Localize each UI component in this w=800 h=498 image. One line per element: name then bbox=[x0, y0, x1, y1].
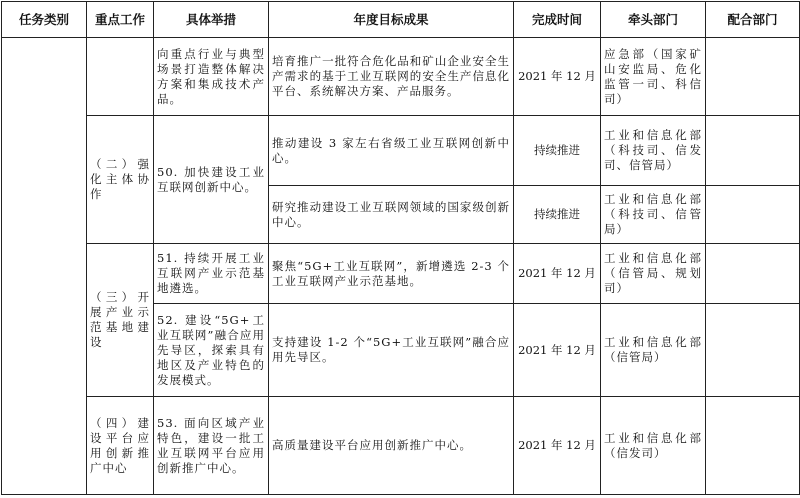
header-task-category: 任务类别 bbox=[2, 2, 87, 38]
key-work-cell bbox=[87, 38, 154, 116]
support-dept-cell bbox=[706, 304, 800, 397]
header-support-dept: 配合部门 bbox=[706, 2, 800, 38]
support-dept-cell bbox=[706, 116, 800, 186]
goal-cell: 推动建设 3 家左右省级工业互联网创新中心。 bbox=[269, 116, 514, 186]
lead-dept-cell: 工业和信息化部（信管局、规划司） bbox=[601, 244, 706, 304]
time-cell: 2021 年 12 月 bbox=[514, 244, 601, 304]
time-cell: 持续推进 bbox=[514, 186, 601, 244]
header-lead-dept: 牵头部门 bbox=[601, 2, 706, 38]
table-row bbox=[2, 116, 800, 186]
header-annual-goals: 年度目标成果 bbox=[269, 2, 514, 38]
task-table bbox=[1, 1, 800, 495]
measure-cell: 51. 持续开展工业互联网产业示范基地遴选。 bbox=[154, 244, 269, 304]
time-cell: 2021 年 12 月 bbox=[514, 38, 601, 116]
measure-cell: 50. 加快建设工业互联网创新中心。 bbox=[154, 116, 269, 244]
header-completion-time: 完成时间 bbox=[514, 2, 601, 38]
time-cell: 2021 年 12 月 bbox=[514, 304, 601, 397]
goal-cell: 高质量建设平台应用创新推广中心。 bbox=[269, 397, 514, 495]
support-dept-cell bbox=[706, 397, 800, 495]
key-work-cell: （二）强化主体协作 bbox=[87, 116, 154, 244]
lead-dept-cell: 工业和信息化部（科技司、信管局） bbox=[601, 186, 706, 244]
support-dept-cell bbox=[706, 38, 800, 116]
lead-dept-cell: 工业和信息化部（信管局） bbox=[601, 304, 706, 397]
support-dept-cell bbox=[706, 186, 800, 244]
header-measures: 具体举措 bbox=[154, 2, 269, 38]
lead-dept-cell: 应急部（国家矿山安监局、危化监管一司、科信司） bbox=[601, 38, 706, 116]
measure-cell: 52. 建设“5G+工业互联网”融合应用先导区，探索具有地区及产业特色的发展模式。 bbox=[154, 304, 269, 397]
key-work-cell: （四）建设平台应用创新推广中心 bbox=[87, 397, 154, 495]
lead-dept-cell: 工业和信息化部（信发司） bbox=[601, 397, 706, 495]
goal-cell: 研究推动建设工业互联网领域的国家级创新中心。 bbox=[269, 186, 514, 244]
measure-cell: 向重点行业与典型场景打造整体解决方案和集成技术产品。 bbox=[154, 38, 269, 116]
support-dept-cell bbox=[706, 244, 800, 304]
header-key-work: 重点工作 bbox=[87, 2, 154, 38]
table-header-row bbox=[2, 2, 800, 38]
goal-cell: 支持建设 1-2 个“5G+工业互联网”融合应用先导区。 bbox=[269, 304, 514, 397]
key-work-cell: （三）开展产业示范基地建设 bbox=[87, 244, 154, 397]
table-row bbox=[2, 244, 800, 304]
goal-cell: 培育推广一批符合危化品和矿山企业安全生产需求的基于工业互联网的安全生产信息化平台、系统解决方案、产品服务。 bbox=[269, 38, 514, 116]
task-category-cell bbox=[2, 38, 87, 495]
measure-cell: 53. 面向区域产业特色，建设一批工业互联网平台应用创新推广中心。 bbox=[154, 397, 269, 495]
lead-dept-cell: 工业和信息化部（科技司、信发司、信管局） bbox=[601, 116, 706, 186]
table-row bbox=[2, 38, 800, 116]
goal-cell: 聚焦“5G+工业互联网”，新增遴选 2-3 个工业互联网产业示范基地。 bbox=[269, 244, 514, 304]
time-cell: 持续推进 bbox=[514, 116, 601, 186]
table-row bbox=[2, 397, 800, 495]
time-cell: 2021 年 12 月 bbox=[514, 397, 601, 495]
